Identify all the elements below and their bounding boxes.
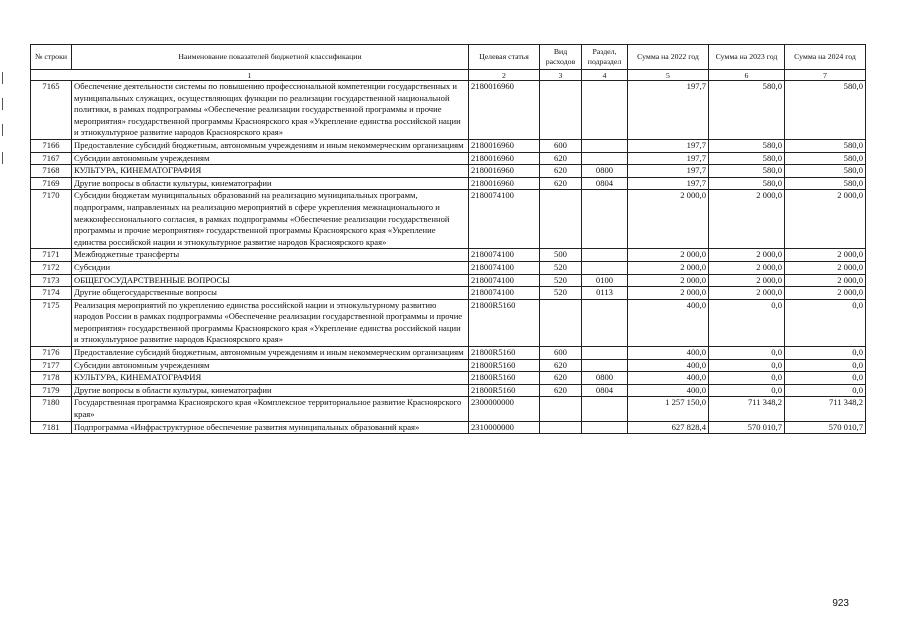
row-sum-2024: 2 000,0 xyxy=(785,274,866,287)
table-row xyxy=(31,274,866,287)
row-target-article: 2300000000 xyxy=(469,397,540,421)
row-target-article: 21800R5160 xyxy=(469,359,540,372)
row-expense-type: 520 xyxy=(540,287,582,300)
row-sum-2024: 580,0 xyxy=(785,139,866,152)
row-expense-type xyxy=(540,421,582,434)
row-name: Другие вопросы в области культуры, кинематографии xyxy=(72,177,469,190)
row-sum-2022: 627 828,4 xyxy=(628,421,709,434)
row-sum-2023: 0,0 xyxy=(709,372,785,385)
row-number: 7181 xyxy=(31,421,72,434)
row-sum-2024: 570 010,7 xyxy=(785,421,866,434)
row-number: 7167 xyxy=(31,152,72,165)
row-sum-2024: 711 348,2 xyxy=(785,397,866,421)
row-expense-type: 620 xyxy=(540,152,582,165)
row-sum-2023: 580,0 xyxy=(709,177,785,190)
row-number: 7165 xyxy=(31,81,72,140)
row-sum-2024: 2 000,0 xyxy=(785,249,866,262)
row-section xyxy=(582,397,628,421)
row-number: 7169 xyxy=(31,177,72,190)
row-section xyxy=(582,139,628,152)
row-sum-2024: 0,0 xyxy=(785,384,866,397)
row-number: 7166 xyxy=(31,139,72,152)
table-row xyxy=(31,347,866,360)
row-number: 7176 xyxy=(31,347,72,360)
row-expense-type: 620 xyxy=(540,177,582,190)
row-sum-2024: 2 000,0 xyxy=(785,190,866,249)
row-sum-2022: 400,0 xyxy=(628,372,709,385)
row-target-article: 2180074100 xyxy=(469,287,540,300)
column-number: 1 xyxy=(31,70,469,81)
row-sum-2023: 2 000,0 xyxy=(709,261,785,274)
table-row xyxy=(31,177,866,190)
row-sum-2022: 2 000,0 xyxy=(628,274,709,287)
scan-margin-mark xyxy=(2,124,3,136)
row-sum-2022: 197,7 xyxy=(628,139,709,152)
table-row xyxy=(31,299,866,346)
header-row xyxy=(31,45,866,70)
row-number: 7170 xyxy=(31,190,72,249)
row-sum-2023: 0,0 xyxy=(709,384,785,397)
row-name: Обеспечение деятельности системы по повышению профессиональной компетенции государственных и муниципальных служащих, осуществляющих функции по реализации государственной национальной политики, в рамках подпрограммы «Обеспечение реализации государственной программы и прочие мероприятия» государственной программы Красноярского края «Укрепление единства российской нации и этнокультурное развитие народов Красноярского края» xyxy=(72,81,469,140)
row-section xyxy=(582,190,628,249)
row-expense-type: 600 xyxy=(540,139,582,152)
table-row xyxy=(31,152,866,165)
row-sum-2024: 0,0 xyxy=(785,359,866,372)
row-expense-type: 500 xyxy=(540,249,582,262)
row-sum-2024: 0,0 xyxy=(785,299,866,346)
row-target-article: 2310000000 xyxy=(469,421,540,434)
row-number: 7180 xyxy=(31,397,72,421)
row-name: Государственная программа Красноярского края «Комплексное территориальное развитие Красноярского края» xyxy=(72,397,469,421)
row-sum-2024: 0,0 xyxy=(785,347,866,360)
row-name: КУЛЬТУРА, КИНЕМАТОГРАФИЯ xyxy=(72,372,469,385)
row-section xyxy=(582,299,628,346)
row-expense-type: 620 xyxy=(540,165,582,178)
row-name: Подпрограмма «Инфраструктурное обеспечение развития муниципальных образований края» xyxy=(72,421,469,434)
row-sum-2023: 0,0 xyxy=(709,347,785,360)
row-name: Межбюджетные трансферты xyxy=(72,249,469,262)
row-section: 0804 xyxy=(582,177,628,190)
row-section: 0800 xyxy=(582,165,628,178)
row-name: Другие общегосударственные вопросы xyxy=(72,287,469,300)
scan-margin-mark xyxy=(2,98,3,110)
header-row-no: № строки xyxy=(31,45,72,70)
row-target-article: 21800R5160 xyxy=(469,347,540,360)
table-row xyxy=(31,165,866,178)
row-name: Реализация мероприятий по укреплению единства российской нации и этнокультурному развитию народов России в рамках подпрограммы «Обеспечение реализации государственной программы и прочие мероприятия» государственной программы Красноярского края «Укрепление единства российской нации и этнокультурное развитие народов Красноярского края» xyxy=(72,299,469,346)
header-expense-type: Вид расходов xyxy=(540,45,582,70)
table-row xyxy=(31,384,866,397)
row-name: Предоставление субсидий бюджетным, автономным учреждениям и иным некоммерческим организациям xyxy=(72,139,469,152)
row-section xyxy=(582,421,628,434)
row-name: Субсидии автономным учреждениям xyxy=(72,152,469,165)
row-section: 0800 xyxy=(582,372,628,385)
column-number: 4 xyxy=(582,70,628,81)
row-section xyxy=(582,347,628,360)
row-target-article: 2180016960 xyxy=(469,177,540,190)
row-target-article: 21800R5160 xyxy=(469,299,540,346)
row-target-article: 2180016960 xyxy=(469,139,540,152)
row-number: 7168 xyxy=(31,165,72,178)
row-name: Субсидии бюджетам муниципальных образований на реализацию муниципальных программ, подпрограмм, направленных на реализацию мероприятий в сфере укрепления межнационального и межконфессионального согласия, в рамках подпрограммы «Обеспечение реализации государственной программы и прочие мероприятия» государственной программы Красноярского края «Укрепление единства российской нации и этнокультурное развитие народов Красноярского края» xyxy=(72,190,469,249)
row-sum-2023: 2 000,0 xyxy=(709,274,785,287)
column-number: 3 xyxy=(540,70,582,81)
row-sum-2022: 2 000,0 xyxy=(628,261,709,274)
row-sum-2023: 580,0 xyxy=(709,165,785,178)
row-name: Субсидии xyxy=(72,261,469,274)
row-target-article: 2180074100 xyxy=(469,190,540,249)
row-name: Другие вопросы в области культуры, кинематографии xyxy=(72,384,469,397)
header-sum-2022: Сумма на 2022 год xyxy=(628,45,709,70)
row-sum-2022: 2 000,0 xyxy=(628,249,709,262)
row-target-article: 21800R5160 xyxy=(469,372,540,385)
header-name: Наименование показателей бюджетной классификации xyxy=(72,45,469,70)
row-expense-type: 520 xyxy=(540,274,582,287)
row-section xyxy=(582,261,628,274)
column-number: 7 xyxy=(785,70,866,81)
row-sum-2022: 400,0 xyxy=(628,359,709,372)
scan-margin-mark xyxy=(2,152,3,164)
row-sum-2024: 580,0 xyxy=(785,81,866,140)
row-sum-2022: 197,7 xyxy=(628,81,709,140)
table-row xyxy=(31,190,866,249)
column-number-row xyxy=(31,70,866,81)
row-sum-2022: 400,0 xyxy=(628,347,709,360)
row-sum-2024: 0,0 xyxy=(785,372,866,385)
row-target-article: 2180074100 xyxy=(469,274,540,287)
table-row xyxy=(31,287,866,300)
row-sum-2023: 711 348,2 xyxy=(709,397,785,421)
column-number: 2 xyxy=(469,70,540,81)
row-expense-type xyxy=(540,81,582,140)
column-number: 6 xyxy=(709,70,785,81)
budget-table xyxy=(30,44,866,434)
row-sum-2022: 400,0 xyxy=(628,384,709,397)
row-number: 7173 xyxy=(31,274,72,287)
row-section: 0113 xyxy=(582,287,628,300)
row-number: 7175 xyxy=(31,299,72,346)
header-target: Целевая статья xyxy=(469,45,540,70)
row-sum-2022: 400,0 xyxy=(628,299,709,346)
row-name: Предоставление субсидий бюджетным, автономным учреждениям и иным некоммерческим организациям xyxy=(72,347,469,360)
row-sum-2023: 580,0 xyxy=(709,81,785,140)
row-target-article: 21800R5160 xyxy=(469,384,540,397)
table-row xyxy=(31,421,866,434)
row-expense-type: 600 xyxy=(540,347,582,360)
table-row xyxy=(31,249,866,262)
row-sum-2023: 570 010,7 xyxy=(709,421,785,434)
row-sum-2022: 197,7 xyxy=(628,165,709,178)
table-row xyxy=(31,372,866,385)
row-sum-2024: 580,0 xyxy=(785,152,866,165)
row-name: Субсидии автономным учреждениям xyxy=(72,359,469,372)
table-row xyxy=(31,81,866,140)
page-number: 923 xyxy=(832,598,849,609)
header-section: Раздел, подраздел xyxy=(582,45,628,70)
row-number: 7174 xyxy=(31,287,72,300)
header-sum-2024: Сумма на 2024 год xyxy=(785,45,866,70)
row-sum-2022: 197,7 xyxy=(628,152,709,165)
row-target-article: 2180016960 xyxy=(469,81,540,140)
row-target-article: 2180016960 xyxy=(469,152,540,165)
row-sum-2024: 580,0 xyxy=(785,177,866,190)
row-expense-type: 620 xyxy=(540,384,582,397)
row-sum-2023: 580,0 xyxy=(709,139,785,152)
row-name: КУЛЬТУРА, КИНЕМАТОГРАФИЯ xyxy=(72,165,469,178)
row-section xyxy=(582,359,628,372)
row-target-article: 2180074100 xyxy=(469,249,540,262)
row-name: ОБЩЕГОСУДАРСТВЕННЫЕ ВОПРОСЫ xyxy=(72,274,469,287)
row-expense-type: 520 xyxy=(540,261,582,274)
row-number: 7177 xyxy=(31,359,72,372)
row-section: 0804 xyxy=(582,384,628,397)
row-number: 7178 xyxy=(31,372,72,385)
row-sum-2024: 2 000,0 xyxy=(785,287,866,300)
table-row xyxy=(31,359,866,372)
row-target-article: 2180074100 xyxy=(469,261,540,274)
row-sum-2023: 0,0 xyxy=(709,359,785,372)
table-row xyxy=(31,139,866,152)
row-number: 7179 xyxy=(31,384,72,397)
row-section xyxy=(582,152,628,165)
row-number: 7171 xyxy=(31,249,72,262)
row-sum-2022: 2 000,0 xyxy=(628,190,709,249)
header-sum-2023: Сумма на 2023 год xyxy=(709,45,785,70)
row-sum-2023: 2 000,0 xyxy=(709,287,785,300)
row-expense-type: 620 xyxy=(540,359,582,372)
row-expense-type xyxy=(540,190,582,249)
row-expense-type xyxy=(540,397,582,421)
table-row xyxy=(31,261,866,274)
row-section xyxy=(582,81,628,140)
scan-margin-mark xyxy=(2,72,3,84)
row-sum-2022: 1 257 150,0 xyxy=(628,397,709,421)
row-sum-2022: 2 000,0 xyxy=(628,287,709,300)
row-sum-2023: 0,0 xyxy=(709,299,785,346)
table-row xyxy=(31,397,866,421)
row-number: 7172 xyxy=(31,261,72,274)
row-section: 0100 xyxy=(582,274,628,287)
row-target-article: 2180016960 xyxy=(469,165,540,178)
row-section xyxy=(582,249,628,262)
row-sum-2023: 2 000,0 xyxy=(709,249,785,262)
row-sum-2023: 2 000,0 xyxy=(709,190,785,249)
row-sum-2023: 580,0 xyxy=(709,152,785,165)
row-sum-2022: 197,7 xyxy=(628,177,709,190)
row-expense-type: 620 xyxy=(540,372,582,385)
row-sum-2024: 2 000,0 xyxy=(785,261,866,274)
row-sum-2024: 580,0 xyxy=(785,165,866,178)
row-expense-type xyxy=(540,299,582,346)
column-number: 5 xyxy=(628,70,709,81)
